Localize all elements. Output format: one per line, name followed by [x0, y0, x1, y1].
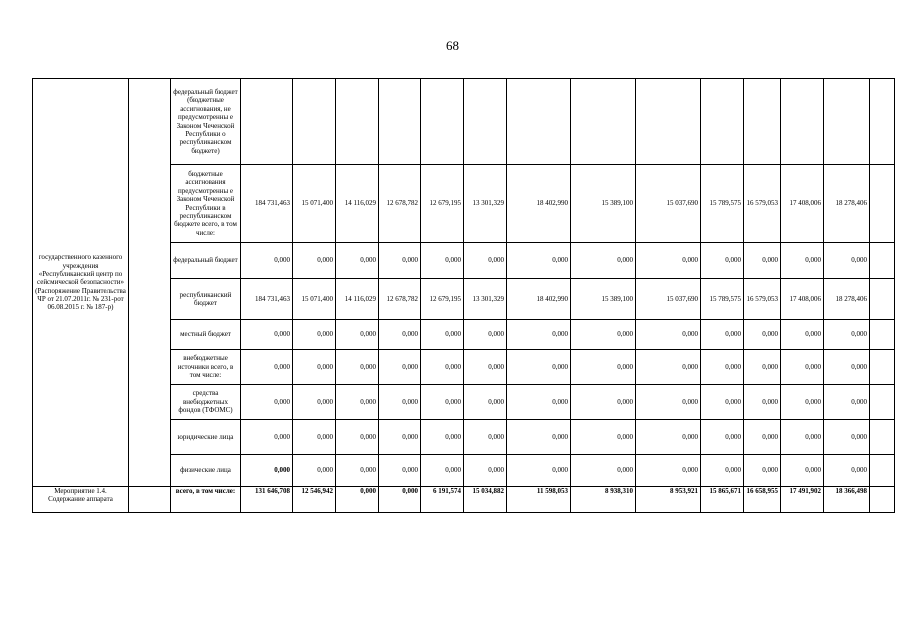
value-cell	[781, 79, 824, 165]
value-cell: 0,000	[824, 385, 870, 420]
value-cell: 0,000	[293, 420, 336, 455]
value-cell: 0,000	[421, 350, 464, 385]
value-cell: 0,000	[336, 350, 379, 385]
empty-cell	[870, 455, 895, 487]
value-cell: 0,000	[464, 320, 507, 350]
source-cell: внебюджетные источники всего, в том числе:	[171, 350, 241, 385]
value-cell: 0,000	[464, 385, 507, 420]
value-cell: 12 679,195	[421, 165, 464, 243]
value-cell: 15 037,690	[636, 165, 701, 243]
value-cell: 17 408,006	[781, 279, 824, 320]
value-cell: 0,000	[824, 320, 870, 350]
value-cell: 15 389,100	[571, 165, 636, 243]
value-cell: 0,000	[781, 320, 824, 350]
value-cell: 18 278,406	[824, 279, 870, 320]
value-cell: 13 301,329	[464, 279, 507, 320]
table-row	[33, 79, 895, 165]
value-cell: 12 678,782	[379, 165, 421, 243]
value-cell: 0,000	[507, 385, 571, 420]
value-cell: 0,000	[571, 455, 636, 487]
value-cell: 0,000	[241, 385, 293, 420]
value-cell: 15 789,575	[701, 165, 744, 243]
value-cell: 184 731,463	[241, 165, 293, 243]
value-cell: 0,000	[379, 350, 421, 385]
value-cell: 0,000	[336, 320, 379, 350]
value-cell: 0,000	[336, 243, 379, 279]
source-cell: федеральный бюджет	[171, 243, 241, 279]
value-cell: 13 301,329	[464, 165, 507, 243]
value-cell: 0,000	[464, 455, 507, 487]
value-cell: 0,000	[507, 350, 571, 385]
value-cell: 0,000	[824, 455, 870, 487]
value-cell: 0,000	[379, 487, 421, 513]
value-cell	[636, 79, 701, 165]
value-cell	[824, 79, 870, 165]
value-cell	[701, 79, 744, 165]
value-cell: 0,000	[379, 243, 421, 279]
value-cell: 14 116,029	[336, 279, 379, 320]
empty-cell	[870, 487, 895, 513]
value-cell: 0,000	[241, 320, 293, 350]
value-cell: 0,000	[379, 385, 421, 420]
empty-cell	[129, 487, 171, 513]
value-cell: 0,000	[636, 243, 701, 279]
value-cell: 0,000	[636, 420, 701, 455]
value-cell: 12 679,195	[421, 279, 464, 320]
value-cell: 0,000	[421, 455, 464, 487]
value-cell: 15 789,575	[701, 279, 744, 320]
value-cell: 0,000	[464, 243, 507, 279]
value-cell: 0,000	[336, 487, 379, 513]
value-cell: 184 731,463	[241, 279, 293, 320]
value-cell: 0,000	[464, 420, 507, 455]
value-cell: 0,000	[293, 350, 336, 385]
value-cell: 0,000	[507, 420, 571, 455]
value-cell: 18 278,406	[824, 165, 870, 243]
empty-cell	[870, 243, 895, 279]
value-cell: 0,000	[701, 420, 744, 455]
value-cell: 0,000	[744, 320, 781, 350]
value-cell: 15 071,400	[293, 165, 336, 243]
value-cell: 0,000	[379, 320, 421, 350]
value-cell: 0,000	[701, 455, 744, 487]
value-cell	[421, 79, 464, 165]
source-cell: местный бюджет	[171, 320, 241, 350]
value-cell: 17 408,006	[781, 165, 824, 243]
value-cell: 0,000	[241, 455, 293, 487]
value-cell: 8 938,310	[571, 487, 636, 513]
value-cell: 0,000	[571, 350, 636, 385]
value-cell: 0,000	[293, 243, 336, 279]
value-cell	[379, 79, 421, 165]
value-cell: 18 402,990	[507, 279, 571, 320]
value-cell: 0,000	[293, 455, 336, 487]
value-cell: 0,000	[571, 320, 636, 350]
value-cell: 17 491,902	[781, 487, 824, 513]
value-cell: 0,000	[421, 385, 464, 420]
value-cell: 0,000	[636, 320, 701, 350]
empty-cell	[870, 420, 895, 455]
value-cell: 15 389,100	[571, 279, 636, 320]
value-cell: 0,000	[781, 350, 824, 385]
value-cell: 12 546,942	[293, 487, 336, 513]
value-cell: 0,000	[421, 320, 464, 350]
source-cell: юридические лица	[171, 420, 241, 455]
value-cell: 0,000	[824, 243, 870, 279]
source-cell: республиканский бюджет	[171, 279, 241, 320]
value-cell: 0,000	[781, 420, 824, 455]
value-cell: 0,000	[571, 385, 636, 420]
value-cell: 16 579,053	[744, 165, 781, 243]
value-cell: 0,000	[744, 243, 781, 279]
value-cell: 0,000	[336, 385, 379, 420]
empty-cell	[870, 350, 895, 385]
source-cell: федеральный бюджет (бюджетные ассигнования, не предусмотренны е Законом Чеченской Республики о республиканском бюджете)	[171, 79, 241, 165]
value-cell: 0,000	[701, 385, 744, 420]
value-cell: 0,000	[781, 243, 824, 279]
value-cell: 0,000	[336, 455, 379, 487]
value-cell: 18 366,498	[824, 487, 870, 513]
empty-cell	[870, 385, 895, 420]
value-cell: 0,000	[379, 420, 421, 455]
activity-name-cell: Мероприятие 1.4. Содержание аппарата	[33, 487, 129, 513]
value-cell: 131 646,708	[241, 487, 293, 513]
budget-table	[32, 78, 895, 513]
value-cell: 12 678,782	[379, 279, 421, 320]
value-cell: 0,000	[824, 420, 870, 455]
value-cell: 0,000	[571, 243, 636, 279]
page-number: 68	[446, 38, 459, 53]
value-cell: 6 191,574	[421, 487, 464, 513]
value-cell: 0,000	[701, 350, 744, 385]
empty-cell	[870, 279, 895, 320]
source-cell: физические лица	[171, 455, 241, 487]
value-cell: 0,000	[744, 350, 781, 385]
value-cell: 0,000	[379, 455, 421, 487]
value-cell: 0,000	[744, 420, 781, 455]
value-cell	[744, 79, 781, 165]
value-cell: 15 071,400	[293, 279, 336, 320]
value-cell	[507, 79, 571, 165]
value-cell: 0,000	[293, 385, 336, 420]
value-cell: 0,000	[464, 350, 507, 385]
source-cell: средства внебюджетных фондов (ТФОМС)	[171, 385, 241, 420]
source-cell: всего, в том числе:	[171, 487, 241, 513]
value-cell: 14 116,029	[336, 165, 379, 243]
value-cell: 0,000	[701, 320, 744, 350]
value-cell: 0,000	[781, 385, 824, 420]
empty-cell	[870, 165, 895, 243]
value-cell: 18 402,990	[507, 165, 571, 243]
value-cell: 15 034,882	[464, 487, 507, 513]
value-cell: 0,000	[241, 243, 293, 279]
value-cell: 0,000	[701, 243, 744, 279]
value-cell: 0,000	[336, 420, 379, 455]
value-cell: 0,000	[241, 420, 293, 455]
value-cell: 15 037,690	[636, 279, 701, 320]
value-cell: 0,000	[421, 243, 464, 279]
value-cell: 0,000	[781, 455, 824, 487]
value-cell: 16 658,955	[744, 487, 781, 513]
value-cell	[571, 79, 636, 165]
value-cell	[241, 79, 293, 165]
source-cell: бюджетные ассигнования предусмотренны е Законом Чеченской Республики в республиканском бюджете всего, в том числе:	[171, 165, 241, 243]
table-row	[33, 487, 895, 513]
value-cell: 0,000	[293, 320, 336, 350]
value-cell: 0,000	[421, 420, 464, 455]
value-cell: 0,000	[636, 455, 701, 487]
value-cell: 15 865,671	[701, 487, 744, 513]
value-cell: 11 598,053	[507, 487, 571, 513]
value-cell: 16 579,053	[744, 279, 781, 320]
value-cell: 0,000	[507, 243, 571, 279]
value-cell: 0,000	[636, 350, 701, 385]
value-cell: 0,000	[507, 455, 571, 487]
value-cell	[464, 79, 507, 165]
value-cell: 0,000	[571, 420, 636, 455]
value-cell: 8 953,921	[636, 487, 701, 513]
program-name-cell: государственного казенного учреждения «Республиканский центр по сейсмической безопасности» (Распоряжение Правительства ЧР от 21.07.2011г. № 231-рот 06.08.2015 г. № 187-р)	[33, 79, 129, 487]
empty-cell	[870, 320, 895, 350]
value-cell: 0,000	[824, 350, 870, 385]
empty-cell	[129, 79, 171, 487]
value-cell	[293, 79, 336, 165]
value-cell: 0,000	[744, 455, 781, 487]
empty-cell	[870, 79, 895, 165]
value-cell: 0,000	[507, 320, 571, 350]
value-cell	[336, 79, 379, 165]
value-cell: 0,000	[744, 385, 781, 420]
value-cell: 0,000	[241, 350, 293, 385]
value-cell: 0,000	[636, 385, 701, 420]
